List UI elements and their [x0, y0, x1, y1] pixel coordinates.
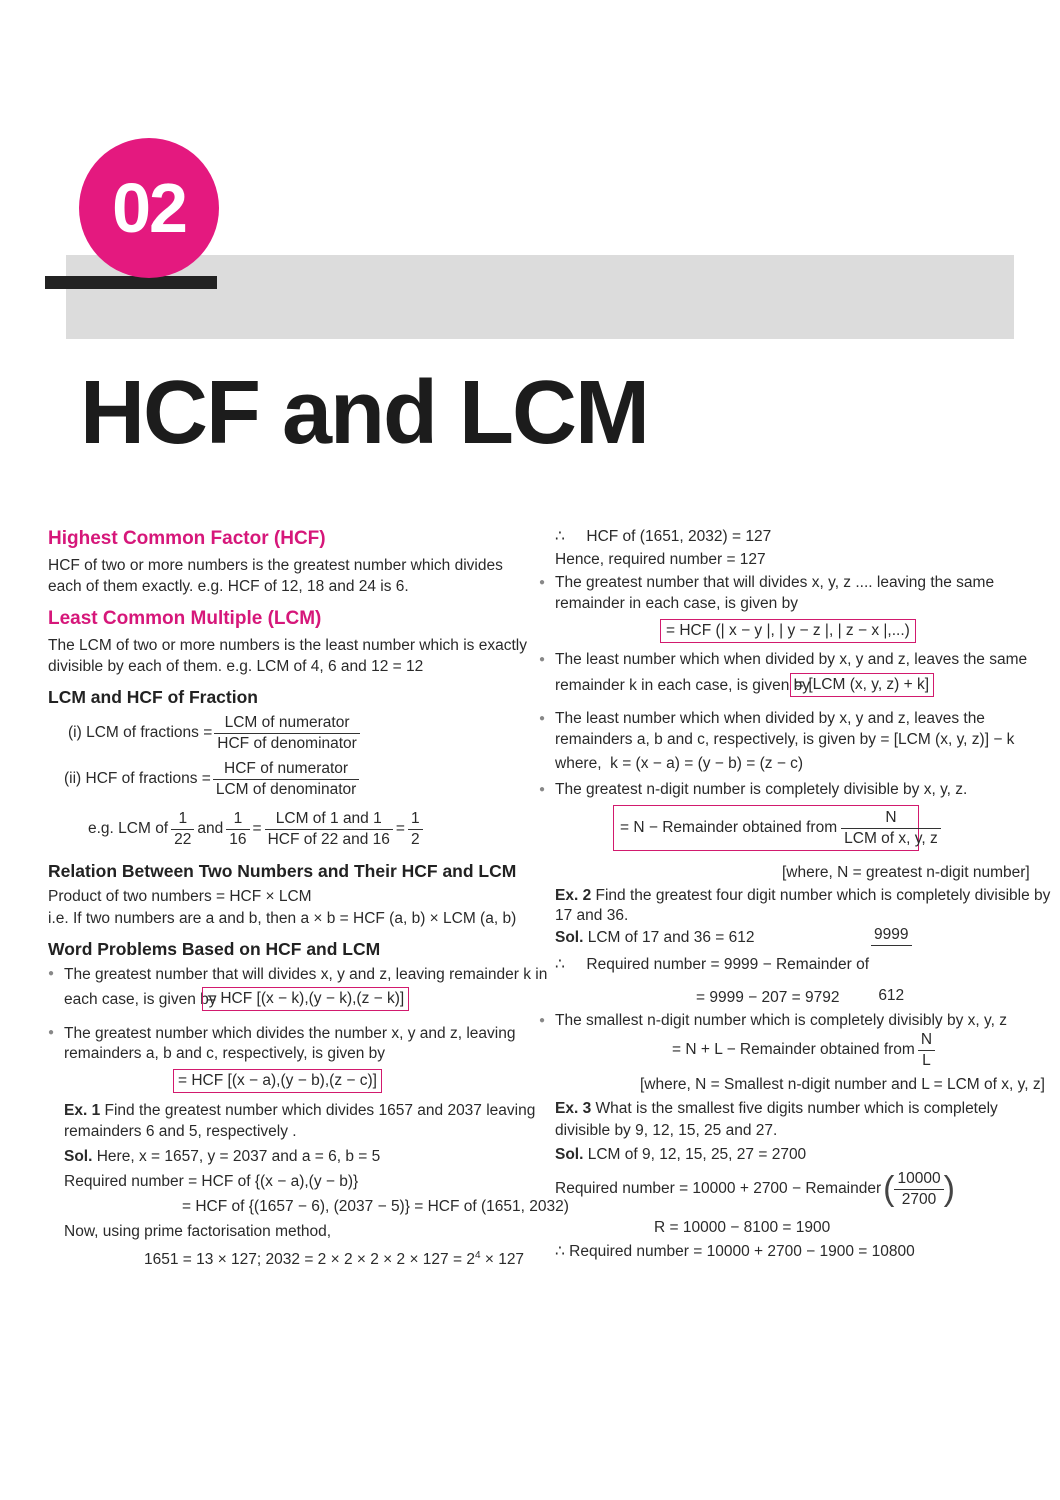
factorisation-text: 1651 = 13 × 127; 2032 = 2 × 2 × 2 × 2 × 127 = 2 — [144, 1251, 475, 1269]
example1-line2: remainders 6 and 5, respectively . — [64, 1123, 297, 1140]
solution-text: ∴ Required number = 9999 − Remainder of — [555, 956, 870, 973]
example-label: Ex. 1 — [64, 1102, 101, 1119]
hcf-text-line2: each of them exactly. e.g. HCF of 12, 18 and 24 is 6. — [48, 578, 409, 595]
bullet4-note: [where, N = greatest n-digit number] — [782, 864, 1030, 881]
bullet-icon: ● — [539, 713, 546, 724]
word-problems-heading: Word Problems Based on HCF and LCM — [48, 939, 381, 959]
denominator: LCM of x, y, z — [844, 829, 938, 847]
example3-line2: divisible by 9, 12, 15, 25 and 27. — [555, 1122, 778, 1139]
solution-text: Required number = 10000 + 2700 − Remainder — [555, 1180, 882, 1197]
numerator: 1 — [408, 809, 423, 830]
fraction-c — [265, 809, 393, 850]
lcm-text-line2: divisible by each of them. e.g. LCM of 4, 6 and 12 = 12 — [48, 658, 424, 675]
denominator: LCM of denominator — [215, 780, 357, 798]
formula-fraction — [213, 759, 359, 800]
bullet-icon: ● — [539, 1015, 546, 1026]
chapter-number-badge: 02 — [79, 138, 219, 278]
example-text: Find the greatest number which divides 1657 and 2037 leaving — [104, 1102, 536, 1119]
factorisation-tail: × 127 — [480, 1251, 525, 1269]
example-label: Ex. 2 — [555, 887, 592, 904]
bullet-icon: ● — [48, 1027, 55, 1038]
formula-box: = HCF (| x − y |, | y − z |, | z − x |,...) — [660, 619, 916, 643]
numerator: LCM of 1 and 1 — [265, 809, 393, 830]
fraction-a — [171, 809, 194, 850]
relation-line1: Product of two numbers = HCF × LCM — [48, 888, 312, 905]
bullet5-line1: The smallest n-digit number which is completely divisibly by x, y, z — [555, 1012, 1007, 1029]
lcm-heading: Least Common Multiple (LCM) — [48, 608, 322, 629]
bullet-icon: ● — [539, 577, 546, 588]
formula-box: = HCF [(x − k),(y − k),(z − k)] — [202, 987, 409, 1011]
equals-sign: = — [395, 820, 405, 837]
bullet3-line1: The least number which when divided by x, y and z, leaves the — [555, 710, 985, 727]
bullet5-formula — [672, 1029, 935, 1071]
denominator: 22 — [174, 830, 192, 848]
remainder-fraction — [894, 1169, 943, 1210]
fraction-example — [88, 806, 423, 852]
formula-fraction — [214, 713, 360, 754]
fraction-heading: LCM and HCF of Fraction — [48, 687, 258, 707]
solution2-line3: = 9999 − 207 = 9792 — [696, 989, 840, 1006]
numerator: 10000 — [894, 1169, 943, 1190]
denominator: 612 — [878, 986, 905, 1004]
formula-text: = N + L − Remainder obtained from — [672, 1041, 915, 1058]
formula-fraction — [841, 808, 941, 849]
solution3-line2 — [555, 1166, 955, 1212]
solution1-line4: Now, using prime factorisation method, — [64, 1223, 332, 1240]
formula-box: = HCF [(x − a),(y − b),(z − c)] — [173, 1069, 382, 1093]
denominator: HCF of 22 and 16 — [267, 830, 390, 848]
bullet-icon: ● — [539, 654, 546, 665]
bullet3-line2: remainders a, b and c, respectively, is given by = [LCM (x, y, z)] − k — [555, 731, 1015, 748]
example-prefix: e.g. LCM of — [88, 820, 169, 837]
numerator: 1 — [226, 809, 249, 830]
hcf-fraction-formula — [64, 758, 359, 800]
bullet-icon: ● — [539, 784, 546, 795]
solution-label: Sol. — [555, 1146, 584, 1163]
solution1-line3: = HCF of {(1657 − 6), (2037 − 5)} = HCF of (1651, 2032) — [182, 1198, 569, 1215]
solution-text: LCM of 9, 12, 15, 25, 27 = 2700 — [587, 1146, 807, 1163]
left-paren: ( — [883, 1170, 895, 1208]
example1-line1 — [64, 1101, 535, 1121]
numerator: LCM of numerator — [214, 713, 360, 734]
formula-fraction — [918, 1030, 935, 1071]
bullet2-line1: The least number which when divided by x, y and z, leaves the same — [555, 651, 1028, 668]
bullet1-line1: The greatest number that will divides x, y, z .... leaving the same — [555, 574, 995, 591]
solution3-line1 — [555, 1145, 806, 1165]
example2-line2: 17 and 36. — [555, 907, 629, 924]
solution-label: Sol. — [64, 1148, 93, 1165]
numerator: N — [841, 808, 941, 829]
denominator: 2700 — [901, 1190, 937, 1208]
solution1-line5 — [144, 1246, 524, 1270]
solution3-line3: R = 10000 − 8100 = 1900 — [654, 1219, 831, 1236]
bullet4-line1: The greatest n-digit number is completely divisible by x, y, z. — [555, 781, 968, 798]
denominator: HCF of denominator — [217, 734, 357, 752]
word-bullet2-line2: remainders a, b and c, respectively, is given by — [64, 1045, 386, 1062]
denominator: 16 — [229, 830, 247, 848]
solution1-line2: Required number = HCF of {(x − a),(y − b)} — [64, 1173, 359, 1190]
example3-line1 — [555, 1099, 998, 1119]
hcf-text-line1: HCF of two or more numbers is the greatest number which divides — [48, 557, 503, 574]
chapter-rule — [45, 276, 217, 289]
numerator: N — [918, 1030, 935, 1051]
bullet-icon: ● — [48, 968, 55, 979]
right-paren: ) — [943, 1170, 955, 1208]
relation-line2: i.e. If two numbers are a and b, then a × b = HCF (a, b) × LCM (a, b) — [48, 910, 517, 927]
formula-left: = N − Remainder obtained from — [620, 819, 838, 836]
fraction-d — [408, 809, 423, 850]
numerator: HCF of numerator — [213, 759, 359, 780]
example-and: and — [197, 820, 224, 837]
formula-label: (ii) HCF of fractions = — [64, 770, 211, 787]
lcm-fraction-formula — [68, 712, 360, 754]
denominator: L — [922, 1051, 931, 1069]
fraction-b — [226, 809, 249, 850]
solution-text: LCM of 17 and 36 = 612 — [587, 929, 755, 946]
right-line1: ∴ HCF of (1651, 2032) = 127 — [555, 528, 772, 545]
bullet5-note: [where, N = Smallest n-digit number and L = LCM of x, y, z] — [640, 1076, 1045, 1093]
equals-sign: = — [252, 820, 262, 837]
bullet1-line2: remainder in each case, is given by — [555, 595, 798, 612]
formula-label: (i) LCM of fractions = — [68, 724, 213, 741]
chapter-title: HCF and LCM — [80, 363, 648, 463]
lcm-text-line1: The LCM of two or more numbers is the least number which is exactly — [48, 637, 527, 654]
numerator: 9999 — [871, 925, 911, 946]
solution-label: Sol. — [555, 929, 584, 946]
example-label: Ex. 3 — [555, 1100, 592, 1117]
formula-box: = [LCM (x, y, z) + k] — [790, 673, 934, 697]
example2-line1 — [555, 886, 1050, 906]
solution-text: Here, x = 1657, y = 2037 and a = 6, b = 5 — [96, 1148, 381, 1165]
exponent: 4 — [474, 1250, 481, 1261]
example-text: What is the smallest five digits number which is completely — [595, 1100, 998, 1117]
word-bullet1-line1: The greatest number that will divides x, y and z, leaving remainder k in — [64, 966, 548, 983]
denominator: 2 — [410, 830, 420, 848]
solution1-line1 — [64, 1147, 380, 1167]
chapter-banner — [66, 255, 1014, 339]
solution3-line4: ∴ Required number = 10000 + 2700 − 1900 = 10800 — [555, 1243, 915, 1260]
word-bullet2-line1: The greatest number which divides the number x, y and z, leaving — [64, 1025, 516, 1042]
hcf-heading: Highest Common Factor (HCF) — [48, 528, 326, 549]
example-text: Find the greatest four digit number which is completely divisible by — [595, 887, 1051, 904]
formula-box — [613, 805, 938, 851]
bullet3-line3: where, k = (x − a) = (y − b) = (z − c) — [555, 755, 804, 772]
bullet2-line2: remainder k in each case, is given by — [555, 677, 811, 694]
right-line2: Hence, required number = 127 — [555, 551, 766, 568]
word-bullet1-line2: each case, is given by — [64, 991, 217, 1008]
relation-heading: Relation Between Two Numbers and Their HCF and LCM — [48, 861, 517, 881]
numerator: 1 — [171, 809, 194, 830]
